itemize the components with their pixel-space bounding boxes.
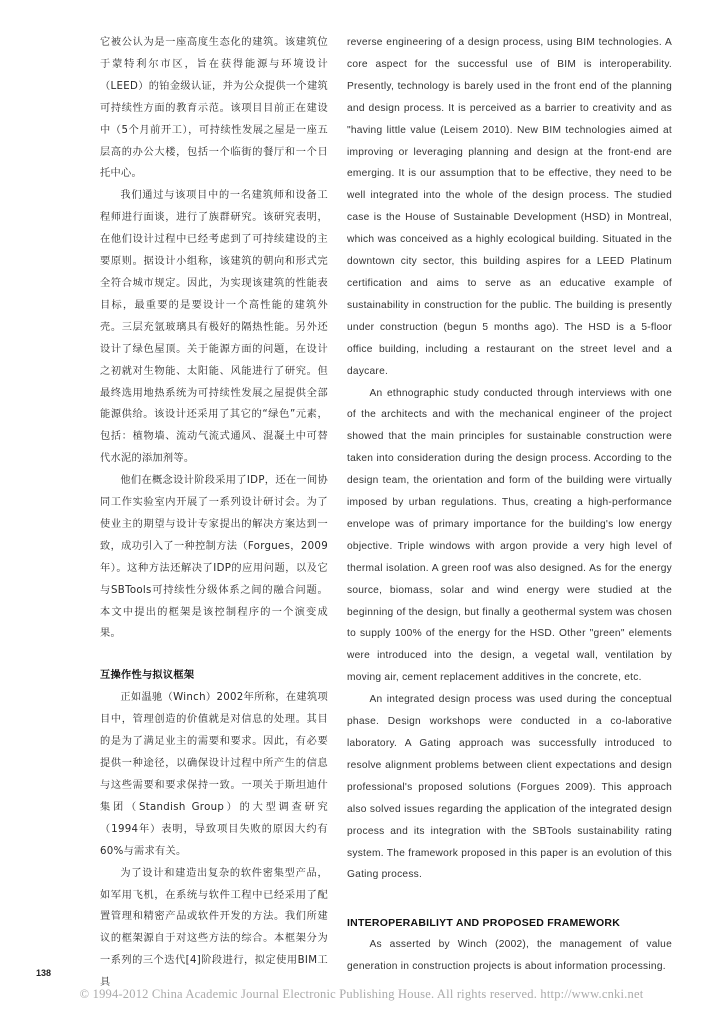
zh-section-heading: 互操作性与拟议框架 — [100, 670, 195, 682]
chinese-column — [100, 32, 328, 994]
zh-paragraph-5: 为了设计和建造出复杂的软件密集型产品，如军用飞机，在系统与软件工程中已经采用了配置管理和精密产品或软件开发的方法。我们所建议的框架源自于对这些方法的综合。本框架分为一系列的三个迭代[4]阶段进行，拟定使用BIM工具 — [100, 867, 328, 989]
zh-paragraph-3: 他们在概念设计阶段采用了IDP，还在一间协同工作实验室内开展了一系列设计研讨会。为了使业主的期望与设计专家提出的解决方案达到一致，成功引入了一种控制方法（Forgues，2009年）。这种方法还解决了IDP的应用问题，以及它与SBTools可持续性分级体系之间的融合问题。本文中提出的框架是该控制程序的一个演变成果。 — [100, 475, 328, 640]
zh-paragraph-1: 它被公认为是一座高度生态化的建筑。该建筑位于蒙特利尔市区，旨在获得能源与环境设计（LEED）的铂金级认证，并为公众提供一个建筑可持续性方面的教育示范。该项目目前正在建设中（5个月前开工），可持续性发展之屋是一座五层高的办公大楼，包括一个临街的餐厅和一个日托中心。 — [100, 37, 328, 180]
en-paragraph-3: An integrated design process was used during the conceptual phase. Design workshops were conducted in a co-laborative laboratory. A Gating approach was successfully introduced to resolve alignment problems between client expectations and design professional's proposed solutions (Forgues 2009). This approach also solved issues regarding the application of the integrated design process and its integration with the SBTools sustainability rating system. The framework proposed in this paper is an evolution of this Gating process. — [347, 694, 672, 881]
en-paragraph-1: reverse engineering of a design process, using BIM technologies. A core aspect for the successful use of BIM is interoperability. Presently, technology is barely used in the front end of the planning and design process. It is perceived as a barrier to creativity and as "having little value (Leisem 2010). New BIM technologies aimed at improving or leveraging planning and design at the front-end are emerging. It is our assumption that to be effective, they need to be well integrated into the whole of the design process. The studied case is the House of Sustainable Development (HSD) in Montreal, which was conceived as a highly ecological building. Situated in the downtown city sector, this building aspires for a LEED Platinum certification and aims to serve as an educative example of sustainability in construction for the public. The building is presently under construction (begun 5 months ago). The HSD is a 5-floor office building, including a restaurant on the street level and a daycare. — [347, 37, 672, 377]
english-column — [347, 32, 672, 978]
en-section-heading: INTEROPERABILIYT AND PROPOSED FRAMEWORK — [347, 917, 621, 930]
zh-paragraph-2: 我们通过与该项目中的一名建筑师和设备工程师进行面谈，进行了族群研究。该研究表明，在他们设计过程中已经考虑到了可持续建设的主要原则。据设计小组称，该建筑的朝向和形式完全符合城市规定。因此，为实现该建筑的性能表目标，最重要的是要设计一个高性能的建筑外壳。三层充氩玻璃具有极好的隔热性能。另外还设计了绿色屋顶。关于能源方面的问题，在设计之初就对生物能、太阳能、风能进行了研究。但最终选用地热系统为可持续性发展之屋提供全部能源供给。该设计还采用了其它的“绿色”元素，包括：植物墙、流动气流式通风、混凝土中可替代水泥的添加剂等。 — [100, 190, 328, 465]
en-paragraph-2: An ethnographic study conducted through interviews with one of the architects and with the mechanical engineer of the project showed that the main principles for sustainable construction were taken into consideration during the design process. According to the design team, the orientation and form of the building were virtually imposed by urban regulations. Thus, creating a high-performance envelope was of primary importance for the building's low energy objective. Triple windows with argon provide a very high level of thermal isolation. A green roof was also designed. As for the energy source, biomass, solar and wind energy were studied at the beginning of the design, but finally a geothermal system was chosen to supply 100% of the energy for the HSD. Other "green" elements were introduced into the design, a vegetal wall, ventilation by moving air, cement replacement additives in the concrete, etc. — [347, 387, 672, 684]
zh-paragraph-4: 正如温驰（Winch）2002年所称，在建筑项目中，管理创造的价值就是对信息的处理。其目的是为了满足业主的需要和要求。因此，有必要提供一种途径，以确保设计过程中所产生的信息与这些需要和要求保持一致。一项关于斯坦迪什集团（Standish Group）的大型调查研究（1994年）表明，导致项目失败的原因大约有60%与需求有关。 — [100, 692, 328, 857]
en-paragraph-4: As asserted by Winch (2002), the management of value generation in construction projects is about information processing. — [347, 939, 672, 973]
page-number: 138 — [36, 968, 52, 978]
copyright-footer: © 1994-2012 China Academic Journal Electronic Publishing House. All rights reserved. http://www.cnki.net — [79, 987, 644, 1001]
